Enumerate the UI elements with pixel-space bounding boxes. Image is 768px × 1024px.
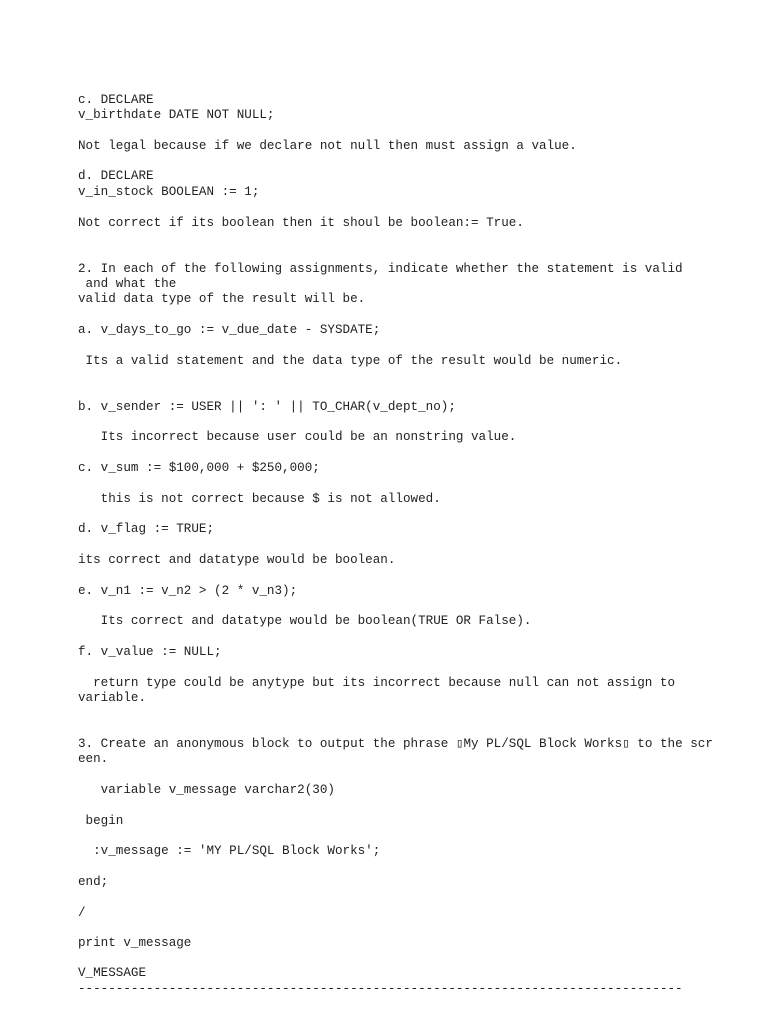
code-line: begin	[78, 814, 124, 828]
output-column-header: V_MESSAGE	[78, 966, 147, 980]
text-line: variable.	[78, 691, 147, 705]
text-line: Its a valid statement and the data type of the result would be numeric.	[78, 354, 623, 368]
text-line: Not correct if its boolean then it shoul be boolean:= True.	[78, 216, 524, 230]
text-line: c. v_sum := $100,000 + $250,000;	[78, 461, 320, 475]
text-line: this is not correct because $ is not allowed.	[78, 492, 441, 506]
text-line: a. v_days_to_go := v_due_date - SYSDATE;	[78, 323, 381, 337]
text-line: its correct and datatype would be boolean.	[78, 553, 396, 567]
text-line: 3. Create an anonymous block to output the phrase ▯My PL/SQL Block Works▯ to the scr	[78, 737, 713, 751]
text-line: e. v_n1 := v_n2 > (2 * v_n3);	[78, 584, 298, 598]
text-line: v_in_stock BOOLEAN := 1;	[78, 185, 260, 199]
text-line: v_birthdate DATE NOT NULL;	[78, 108, 275, 122]
text-line: f. v_value := NULL;	[78, 645, 222, 659]
text-line: Not legal because if we declare not null then must assign a value.	[78, 139, 577, 153]
text-line: Its incorrect because user could be an nonstring value.	[78, 430, 517, 444]
text-line: valid data type of the result will be.	[78, 292, 366, 306]
text-line: and what the	[78, 277, 177, 291]
code-line: variable v_message varchar2(30)	[78, 783, 335, 797]
text-line: return type could be anytype but its incorrect because null can not assign to	[78, 676, 676, 690]
code-line: :v_message := 'MY PL/SQL Block Works';	[78, 844, 381, 858]
text-line: d. v_flag := TRUE;	[78, 522, 215, 536]
text-line: b. v_sender := USER || ': ' || TO_CHAR(v_dept_no);	[78, 400, 456, 414]
text-line: Its correct and datatype would be boolean(TRUE OR False).	[78, 614, 532, 628]
text-line: d. DECLARE	[78, 169, 154, 183]
code-line: /	[78, 906, 86, 920]
text-line: c. DECLARE	[78, 93, 154, 107]
code-line: print v_message	[78, 936, 192, 950]
code-line: end;	[78, 875, 109, 889]
text-line: 2. In each of the following assignments, indicate whether the statement is valid	[78, 262, 683, 276]
output-separator: --------------------------------------------------------------------------------	[78, 982, 683, 996]
text-line: een.	[78, 752, 109, 766]
